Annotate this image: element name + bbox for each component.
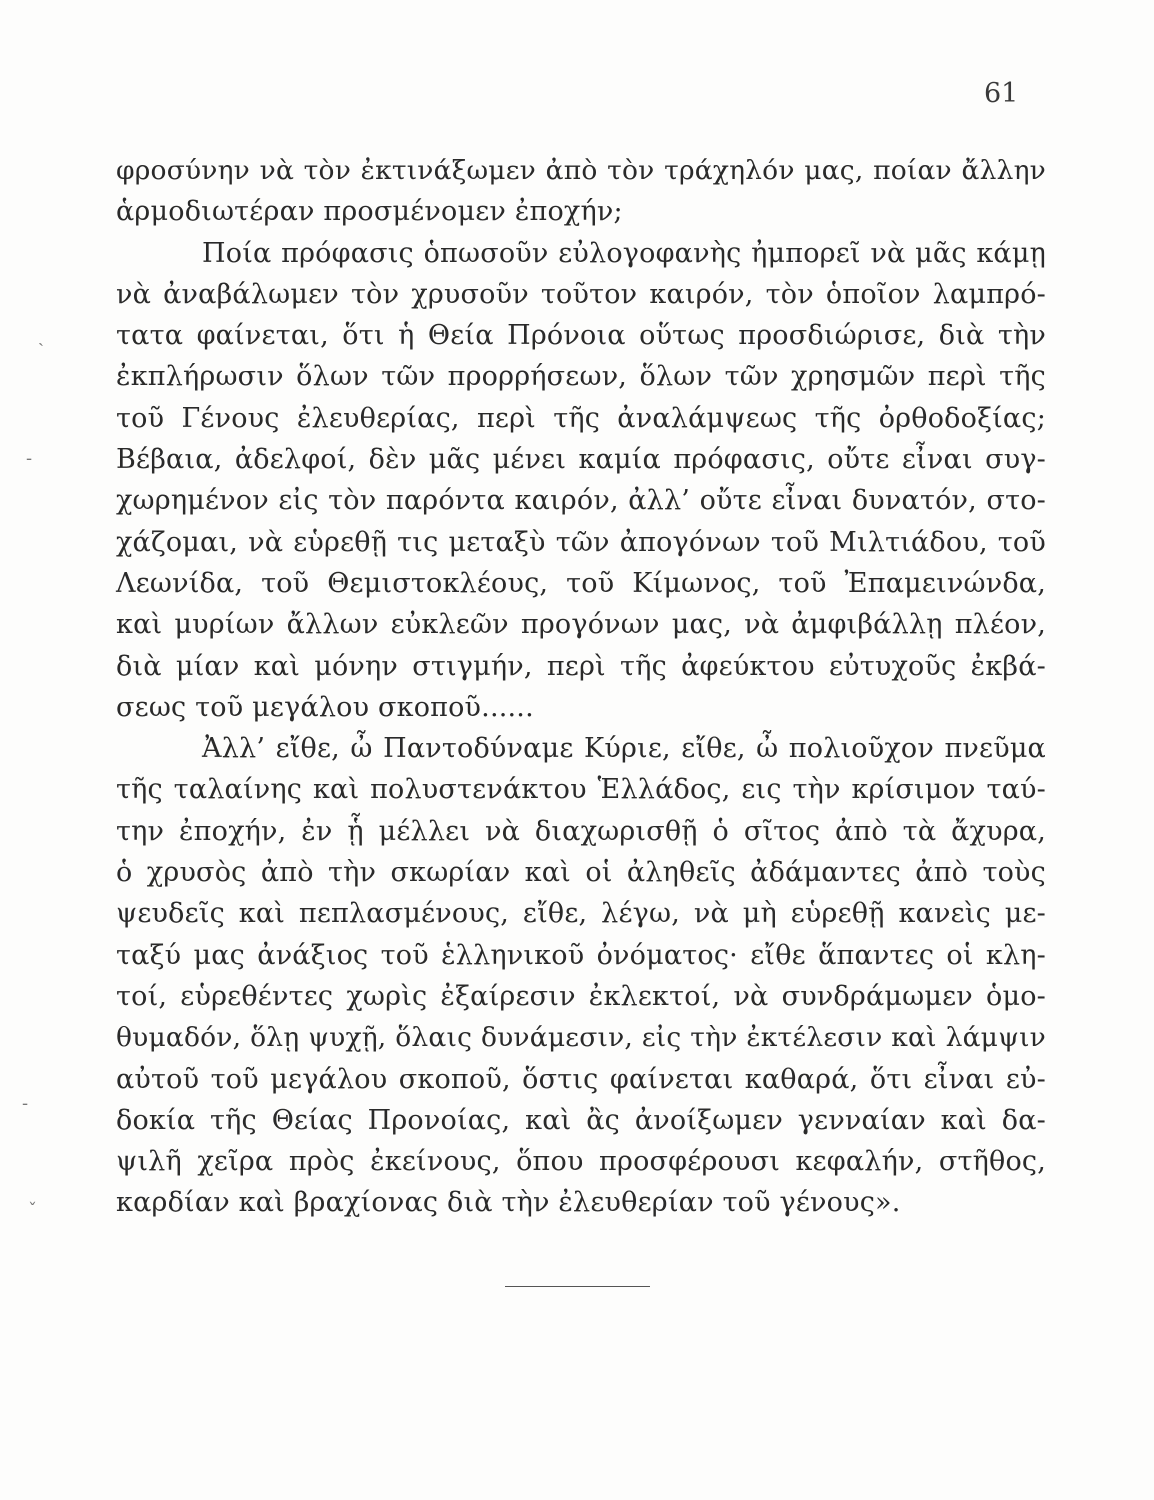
section-divider bbox=[505, 1286, 650, 1287]
text-line: τατα φαίνεται, ὅτι ἡ Θεία Πρόνοια οὕτως προσδιώρισε, διὰ τὴν bbox=[116, 320, 1046, 352]
text-line: την ἐποχήν, ἐν ᾗ μέλλει νὰ διαχωρισθῇ ὁ σῖτος ἀπὸ τὰ ἄχυρα, bbox=[116, 815, 1046, 847]
text-line: Βέβαια, ἀδελφοί, δὲν μᾶς μένει καμία πρόφασις, οὔτε εἶναι συγ- bbox=[116, 444, 1046, 476]
paragraph-start-line: Ποία πρόφασις ὁπωσοῦν εὐλογοφανὴς ἠμπορεῖ νὰ μᾶς κάμῃ bbox=[202, 237, 1046, 269]
text-line: Λεωνίδα, τοῦ Θεμιστοκλέους, τοῦ Κίμωνος, τοῦ Ἐπαμεινώνδα, bbox=[116, 567, 1046, 599]
page-number: 61 bbox=[984, 78, 1019, 109]
text-line: ψιλῆ χεῖρα πρὸς ἐκείνους, ὅπου προσφέρουσι κεφαλήν, στῆθος, bbox=[116, 1146, 1046, 1178]
text-line: ἐκπλήρωσιν ὅλων τῶν προρρήσεων, ὅλων τῶν χρησμῶν περὶ τῆς bbox=[116, 361, 1046, 393]
text-line: τοί, εὑρεθέντες χωρὶς ἐξαίρεσιν ἐκλεκτοί, νὰ συνδράμωμεν ὁμο- bbox=[116, 980, 1046, 1012]
text-line: ψευδεῖς καὶ πεπλασμένους, εἴθε, λέγω, νὰ μὴ εὑρεθῇ κανεὶς με- bbox=[116, 898, 1046, 930]
text-line: δοκία τῆς Θείας Προνοίας, καὶ ἂς ἀνοίξωμεν γενναίαν καὶ δα- bbox=[116, 1104, 1046, 1136]
paragraph-start-line: Ἀλλ’ εἴθε, ὦ Παντοδύναμε Κύριε, εἴθε, ὦ πολιοῦχον πνεῦμα bbox=[202, 733, 1046, 765]
text-line: νὰ ἀναβάλωμεν τὸν χρυσοῦν τοῦτον καιρόν, τὸν ὁποῖον λαμπρό- bbox=[116, 278, 1046, 310]
text-line: καρδίαν καὶ βραχίονας διὰ τὴν ἐλευθερίαν τοῦ γένους». bbox=[116, 1187, 901, 1219]
text-line: φροσύνην νὰ τὸν ἐκτινάξωμεν ἀπὸ τὸν τράχηλόν μας, ποίαν ἄλλην bbox=[116, 155, 1046, 186]
text-line: τῆς ταλαίνης καὶ πολυστενάκτου Ἑλλάδος, εις τὴν κρίσιμον ταύ- bbox=[116, 774, 1046, 806]
margin-mark: - bbox=[26, 448, 33, 469]
text-line: σεως τοῦ μεγάλου σκοποῦ...... bbox=[116, 691, 534, 723]
text-line: χάζομαι, νὰ εὑρεθῇ τις μεταξὺ τῶν ἀπογόνων τοῦ Μιλτιάδου, τοῦ bbox=[116, 526, 1046, 558]
margin-mark: - bbox=[22, 1093, 29, 1114]
text-line: ταξύ μας ἀνάξιος τοῦ ἑλληνικοῦ ὀνόματος· εἴθε ἅπαντες οἱ κλη- bbox=[116, 939, 1046, 971]
margin-mark: ˇ bbox=[28, 1200, 37, 1221]
text-line: θυμαδόν, ὅλῃ ψυχῇ, ὅλαις δυνάμεσιν, εἰς τὴν ἐκτέλεσιν καὶ λάμψιν bbox=[116, 1022, 1046, 1054]
text-line: ἁρμοδιωτέραν προσμένομεν ἐποχήν; bbox=[116, 196, 623, 228]
text-line: χωρημένον εἰς τὸν παρόντα καιρόν, ἀλλ’ οὔτε εἶναι δυνατόν, στο- bbox=[116, 485, 1046, 517]
text-line: τοῦ Γένους ἐλευθερίας, περὶ τῆς ἀναλάμψεως τῆς ὀρθοδοξίας; bbox=[116, 402, 1046, 434]
text-line: ὁ χρυσὸς ἀπὸ τὴν σκωρίαν καὶ οἱ ἀληθεῖς ἀδάμαντες ἀπὸ τοὺς bbox=[116, 857, 1046, 889]
margin-mark: ˏ bbox=[38, 326, 44, 347]
text-line: διὰ μίαν καὶ μόνην στιγμήν, περὶ τῆς ἀφεύκτου εὐτυχοῦς ἐκβά- bbox=[116, 650, 1046, 682]
body-text bbox=[116, 150, 1046, 1224]
text-line: καὶ μυρίων ἄλλων εὐκλεῶν προγόνων μας, νὰ ἀμφιβάλλῃ πλέον, bbox=[116, 609, 1046, 641]
text-line: αὐτοῦ τοῦ μεγάλου σκοποῦ, ὅστις φαίνεται καθαρά, ὅτι εἶναι εὐ- bbox=[116, 1063, 1046, 1095]
